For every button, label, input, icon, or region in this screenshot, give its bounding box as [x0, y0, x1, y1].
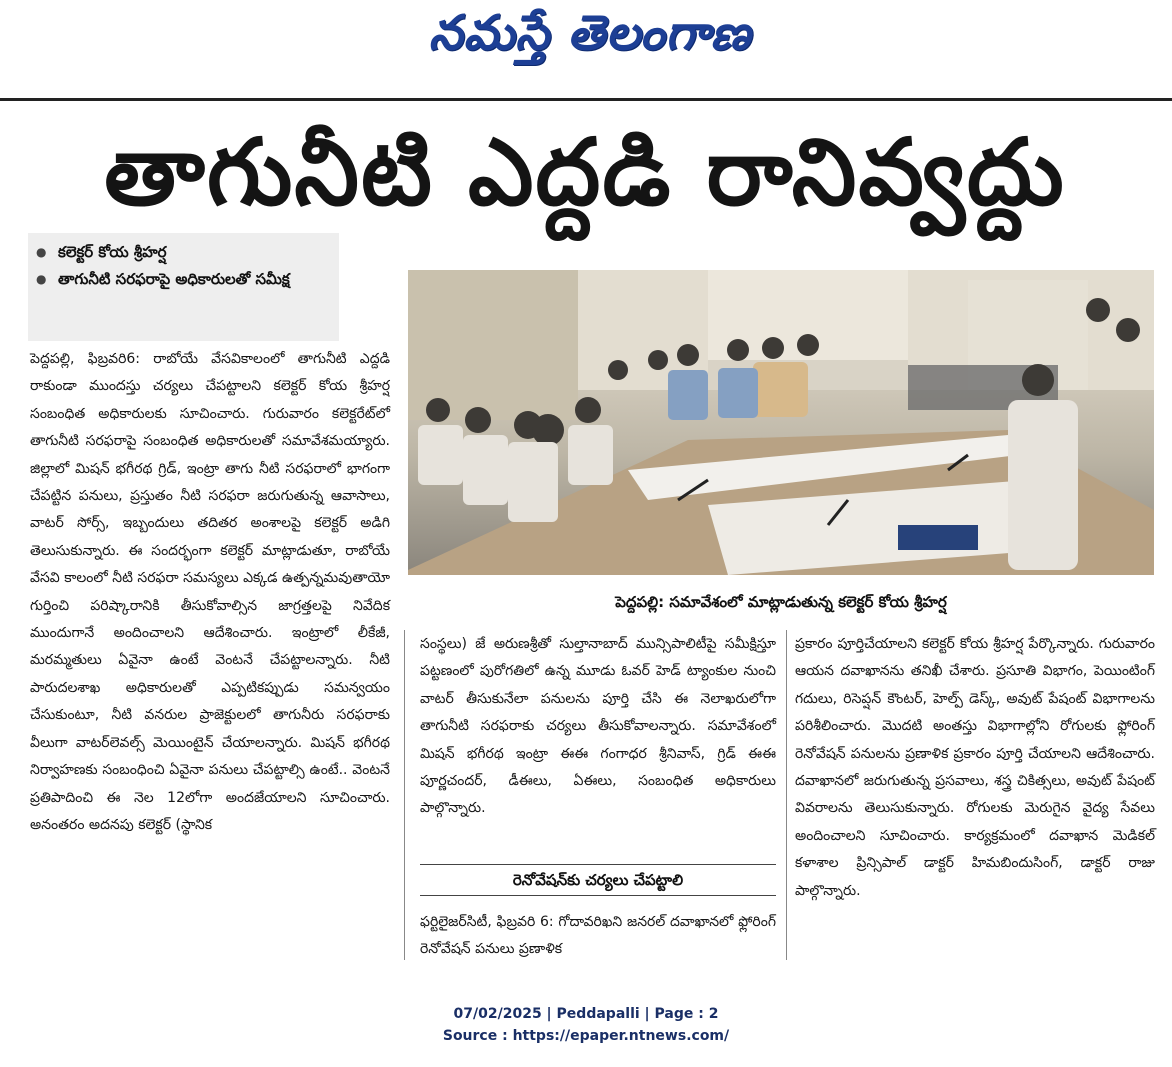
column-divider	[404, 630, 405, 960]
bullet-icon: ●	[36, 272, 47, 286]
photo-caption: పెద్దపల్లి: సమావేశంలో మాట్లాడుతున్న కలెక్టర్ కోయ శ్రీహర్ష	[615, 593, 947, 611]
footer-source-link[interactable]: Source : https://epaper.ntnews.com/	[442, 1028, 730, 1044]
meeting-photo	[408, 270, 1154, 575]
highlight-text: కలెక్టర్ కోయ శ్రీహర్ష	[58, 243, 167, 261]
subheadline: రెనోవేషన్‌కు చర్యలు చేపట్టాలి	[420, 864, 776, 896]
article-paragraph: ప్రకారం పూర్తిచేయాలని కలెక్టర్ కోయ శ్రీహర్ష పేర్కొన్నారు. గురువారం ఆయన దవాఖానను తనిఖీ చేశారు. ప్రసూతి విభాగం, పెయింటింగ్ గదులు, రిసెప్షన్ కౌంటర్, హెల్ప్ డెస్క్, అవుట్ పేషంట్ విభాగాలను పరిశీలించారు. మొదటి అంతస్తు విభాగాల్లోని రోగులకు ఫ్లోరింగ్ రెనోవేషన్ పనులను ప్రణాళిక ప్రకారం పూర్తి చేయాలని ఆదేశించారు. దవాఖానలో జరుగుతున్న ప్రసవాలు, శస్త్ర చికిత్సలు, అవుట్ పేషంట్ వివరాలను తెలుసుకున్నారు. రోగులకు మెరుగైన వైద్య సేవలు అందించాలని సూచించారు. కార్యక్రమంలో దవాఖాన మెడికల్ కళాశాల ప్రిన్సిపాల్ డాక్టర్ హిమబిందుసింగ్, డాక్టర్ రాజు పాల్గొన్నారు.	[795, 636, 1155, 899]
top-rule-divider	[0, 98, 1172, 101]
article-paragraph: సంస్థలు) జే అరుణశ్రీతో సుల్తానాబాద్ మున్సిపాలిటీపై సమీక్షిస్తూ పట్టణంలో పురోగతిలో ఉన్న మూడు ఓవర్ హెడ్ ట్యాంకుల నుంచి వాటర్ తీసుకునేలా పనులను పూర్తి చేసి ఈ నెలాఖరులోగా తాగునీటి సరఫరాకు చర్యలు తీసుకోవాలన్నారు. సమావేశంలో మిషన్ భగీరథ ఇంట్రా ఈఈ గంగాధర శ్రీనివాస్, గ్రిడ్ ఈఈ పూర్ణచందర్, డీఈలు, ఏఈలు, సంబంధిత అధికారులు పాల్గొన్నారు.	[420, 636, 776, 817]
bullet-icon: ●	[36, 245, 47, 259]
article-column-3	[795, 631, 1155, 961]
column-divider	[786, 630, 787, 960]
highlight-text: తాగునీటి సరఫరాపై అధికారులతో సమీక్ష	[58, 270, 290, 288]
newspaper-masthead: నమస్తే తెలంగాణ	[428, 5, 752, 61]
article-paragraph: ఫర్టిలైజర్‌సిటీ, ఫిబ్రవరి 6: గోదావరిఖని జనరల్ దవాఖానలో ఫ్లోరింగ్ రెనోవేషన్ పనులు ప్రణాళిక	[420, 914, 776, 958]
highlight-item	[36, 239, 331, 266]
headline: తాగునీటి ఎద్దడి రానివ్వద్దు	[104, 119, 1066, 226]
page-footer	[0, 1003, 1172, 1053]
article-column-1	[30, 346, 390, 966]
article-paragraph: పెద్దపల్లి, ఫిబ్రవరి6: రాబోయే వేసవికాలంలో తాగునీటి ఎద్దడి రాకుండా ముందస్తు చర్యలు చేపట్టాలని కలెక్టర్ కోయ శ్రీహర్ష సంబంధిత అధికారులకు సూచించారు. గురువారం కలెక్టరేట్‌లో తాగునీటి సరఫరాపై సంబంధిత అధికారులతో సమావేశమయ్యారు. జిల్లాలో మిషన్ భగీరథ గ్రిడ్, ఇంట్రా తాగు నీటి సరఫరాలో భాగంగా చేపట్టిన పనులు, ప్రస్తుతం నీటి సరఫరా జరుగుతున్న ఆవాసాలు, వాటర్ సోర్స్, ఇబ్బందులు తదితర అంశాలపై కలెక్టర్ అడిగి తెలుసుకున్నారు. ఈ సందర్భంగా కలెక్టర్ మాట్లాడుతూ, రాబోయే వేసవి కాలంలో నీటి సరఫరా సమస్యలు ఎక్కడ ఉత్పన్నమవుతాయో గుర్తించి పరిష్కారానికి తీసుకోవాల్సిన జాగ్రత్తలపై నివేదిక ముందుగానే అందించాలని ఆదేశించారు. ఇంట్రాలో లీకేజీ, మరమ్మతులు ఏవైనా ఉంటే వెంటనే చేపట్టాలన్నారు. నీటి పారుదలశాఖ అధికారులతో ఎప్పటికప్పుడు సమన్వయం చేసుకుంటూ, నీటి వనరుల ప్రాజెక్టులలో తాగునీరు సరఫరాకు వీలుగా వాటర్‌లెవల్స్ మెయింటైన్ చేయాలన్నారు. మిషన్ భగీరథ నిర్వాహణకు సంబంధించి ఏవైనా పనులు చేపట్టాల్సి ఉంటే.. వెంటనే ప్రతిపాదించి ఈ నెల 12లోగా అందజేయాలని సూచించారు. అనంతరం అదనపు కలెక్టర్ (స్థానిక	[30, 351, 390, 833]
footer-date-page: 07/02/2025 | Peddapalli | Page : 2	[453, 1006, 719, 1022]
highlights-box	[28, 233, 339, 341]
article-column-2	[420, 631, 776, 851]
highlight-item	[36, 266, 331, 293]
article-column-2-continued	[420, 909, 776, 969]
meeting-photo-illustration	[408, 270, 1154, 575]
